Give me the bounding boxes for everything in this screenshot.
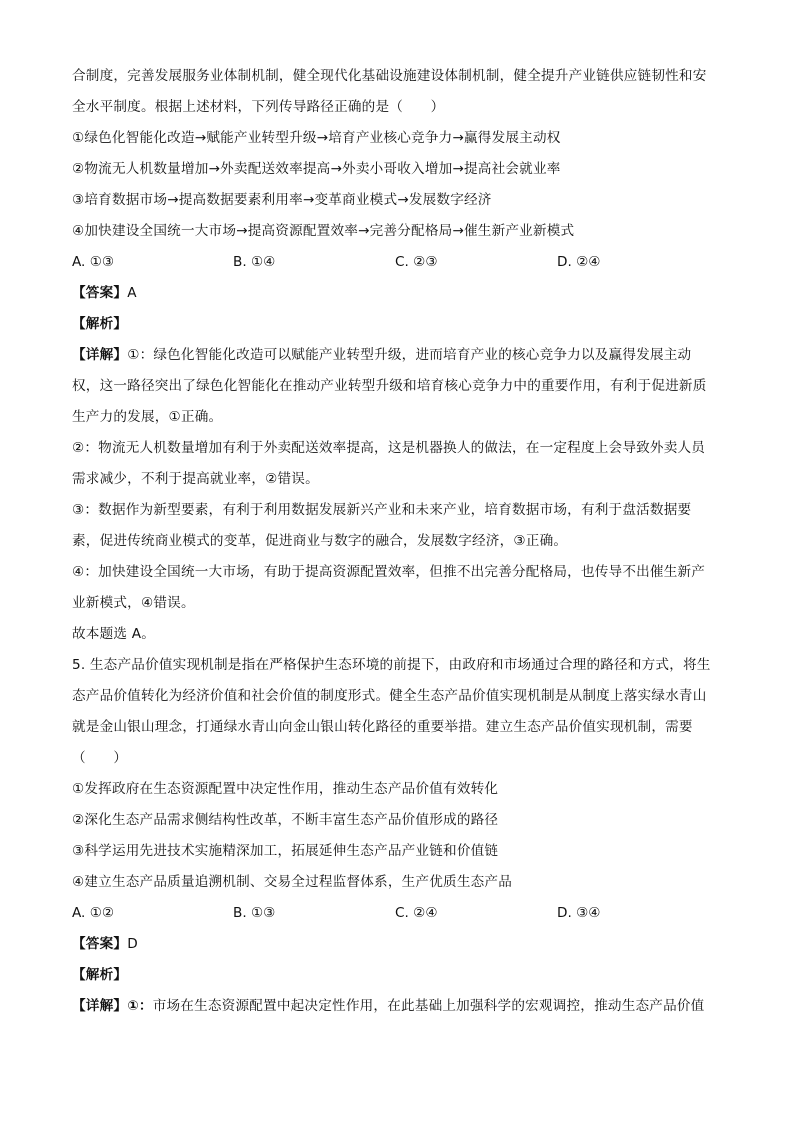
question-text-line: 5. 生态产品价值实现机制是指在严格保护生态环境的前提下，由政府和市场通过合理的路径和方式，将生 <box>72 657 711 673</box>
option-d: D. ③④ <box>557 905 601 921</box>
option-c: C. ②④ <box>395 905 438 921</box>
answer-tag: 【答案】 <box>72 285 128 301</box>
detail-line: ④：加快建设全国统一大市场，有助于提高资源配置效率，但推不出完善分配格局，也传导不出催生新产 <box>72 564 706 580</box>
detail-line: 素，促进传统商业模式的变革，促进商业与数字的融合，发展数字经济，③正确。 <box>72 533 568 549</box>
answer-line <box>72 283 722 303</box>
choice-item: ④加快建设全国统一大市场→提高资源配置效率→完善分配格局→催生新产业新模式 <box>72 223 575 239</box>
option-a: A. ①② <box>72 905 115 921</box>
choice-item: ④建立生态产品质量追溯机制、交易全过程监督体系，生产优质生态产品 <box>72 874 512 890</box>
answer-value: D <box>127 936 138 952</box>
detail-line: 生产力的发展，①正确。 <box>72 409 223 425</box>
choice-item: ③科学运用先进技术实施精深加工，拓展延伸生态产品产业链和价值链 <box>72 843 499 859</box>
answer-line <box>72 934 722 954</box>
option-b: B. ①④ <box>233 254 276 270</box>
choice-item: ②深化生态产品需求侧结构性改革，不断丰富生态产品价值形成的路径 <box>72 812 499 828</box>
detail-line <box>72 996 722 1016</box>
detail-tag: 【详解】 <box>72 998 128 1014</box>
choice-item: ①绿色化智能化改造→赋能产业转型升级→培育产业核心竞争力→赢得发展主动权 <box>72 130 561 146</box>
detail-text: ①：绿色化智能化改造可以赋能产业转型升级，进而培育产业的核心竞争力以及赢得发展主动 <box>127 347 692 363</box>
detail-line: ③：数据作为新型要素，有利于利用数据发展新兴产业和未来产业，培育数据市场，有利于盘活数据要 <box>72 502 692 518</box>
analysis-tag: 【解析】 <box>72 967 128 983</box>
option-d: D. ②④ <box>557 254 601 270</box>
detail-line: 权，这一路径突出了绿色化智能化在推动产业转型升级和培育核心竞争力中的重要作用，有利于促进新质 <box>72 378 707 394</box>
answer-value: A <box>127 285 137 301</box>
question-text-line: 全水平制度。根据上述材料，下列传导路径正确的是（ ） <box>72 99 445 115</box>
question-text-line: 态产品价值转化为经济价值和社会价值的制度形式。健全生态产品价值实现机制是从制度上落实绿水青山 <box>72 688 707 704</box>
question-text-line: 合制度，完善发展服务业体制机制，健全现代化基础设施建设体制机制，健全提升产业链供应链韧性和安 <box>72 68 707 84</box>
detail-line: ②：物流无人机数量增加有利于外卖配送效率提高，这是机器换人的做法，在一定程度上会导致外卖人员 <box>72 440 706 456</box>
detail-text: 市场在生态资源配置中起决定性作用，在此基础上加强科学的宏观调控，推动生态产品价值 <box>152 998 705 1014</box>
analysis-line <box>72 965 722 985</box>
detail-line: 业新模式，④错误。 <box>72 595 195 611</box>
analysis-line <box>72 314 722 334</box>
option-c: C. ②③ <box>395 254 438 270</box>
detail-tag: 【详解】 <box>72 347 128 363</box>
question-blank: （ ） <box>72 750 128 766</box>
question-text-line: 就是金山银山理念，打通绿水青山向金山银山转化路径的重要举措。建立生态产品价值实现机制，需要 <box>72 719 693 735</box>
detail-line: 需求减少，不利于提高就业率，②错误。 <box>72 471 319 487</box>
detail-lead: ①： <box>127 998 153 1014</box>
option-a: A. ①③ <box>72 254 115 270</box>
conclusion-line: 故本题选 A。 <box>72 626 155 642</box>
answer-tag: 【答案】 <box>72 936 128 952</box>
analysis-tag: 【解析】 <box>72 316 128 332</box>
choice-item: ③培育数据市场→提高数据要素利用率→变革商业模式→发展数字经济 <box>72 192 492 208</box>
option-b: B. ①③ <box>233 905 276 921</box>
detail-line <box>72 345 722 365</box>
choice-item: ①发挥政府在生态资源配置中决定性作用，推动生态产品价值有效转化 <box>72 781 499 797</box>
choice-item: ②物流无人机数量增加→外卖配送效率提高→外卖小哥收入增加→提高社会就业率 <box>72 161 561 177</box>
